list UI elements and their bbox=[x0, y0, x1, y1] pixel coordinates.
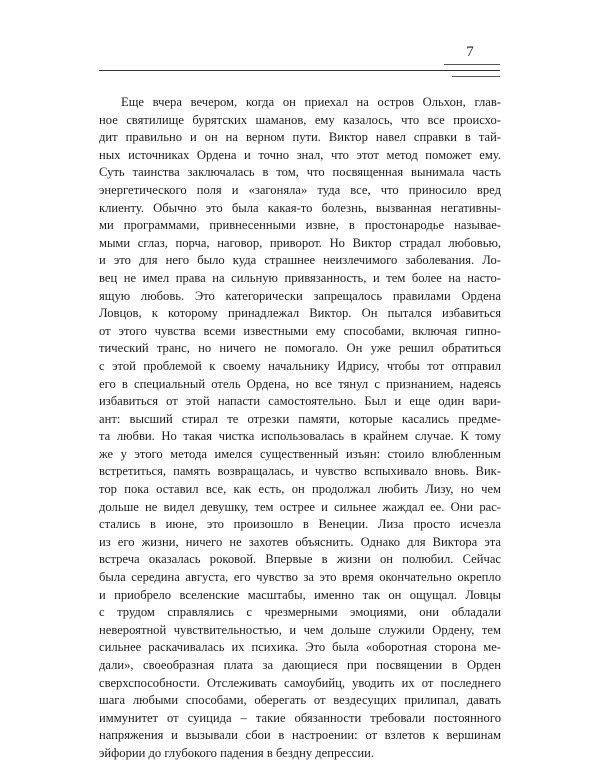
text-line: та любви. Но такая чистка использовалась в крайнем случае. К тому bbox=[99, 429, 501, 444]
text-line: ящую любовь. Это категорически запрещалось правилами Ордена bbox=[99, 288, 501, 303]
text-line: же у этого метода имелся существенный изъян: стоило влюбленным bbox=[99, 446, 501, 461]
text-line: ант: высший стирал те отрезки памяти, которые касались предме- bbox=[99, 411, 501, 426]
text-line: клиенту. Обычно это была какая-то болезнь, вызванная негативны- bbox=[99, 200, 501, 215]
text-line: с трудом справлялись с чрезмерными эмоциями, они обладали bbox=[99, 605, 501, 620]
text-line: ми программами, привнесенными извне, в простонародье называе- bbox=[99, 218, 501, 233]
text-line: дит правильно и он на верном пути. Виктор навел справки в тай- bbox=[99, 130, 501, 145]
text-line: его в специальный отель Ордена, но все тянул с признанием, надеясь bbox=[99, 376, 501, 391]
text-line: избавиться от этой напасти самостоятельно. Был и еще один вари- bbox=[99, 394, 501, 409]
text-line: ное святилище бурятских шаманов, ему казалось, что все происхо- bbox=[99, 112, 501, 127]
text-line: дольше не видел девушку, тем острее и сильнее жаждал ее. Они рас- bbox=[99, 499, 501, 514]
body-paragraph bbox=[99, 94, 501, 763]
text-line: вец не имел права на сильную привязанность, и тем более на насто- bbox=[99, 270, 501, 285]
header-accent-rule-top bbox=[444, 64, 500, 65]
text-line: дали», своеобразная плата за дающиеся при посвящении в Орден bbox=[99, 658, 501, 672]
running-head bbox=[0, 0, 600, 90]
text-line: Суть таинства заключалась в том, что посвященная вынимала часть bbox=[99, 165, 501, 180]
text-line: энергетического поля и «загоняла» туда все, что приносило вред bbox=[99, 182, 501, 197]
text-line: ных источниках Ордена и точно знал, что этот метод поможет ему. bbox=[99, 147, 501, 162]
text-line: иммунитет от суицида – такие обязанности требовали постоянного bbox=[99, 710, 501, 725]
text-line: и это для него было куда страшнее неизлечимого заболевания. Ло- bbox=[99, 253, 501, 268]
text-line: из его жизни, ничего не захотев объяснить. Однако для Виктора эта bbox=[99, 534, 501, 549]
text-line: Ловцов, к которому принадлежал Виктор. Он пытался избавиться bbox=[99, 306, 501, 321]
text-line: сильнее раскачивалась их психика. Это была «оборотная сторона ме- bbox=[99, 640, 501, 655]
text-line: встретиться, память возвращалась, и чувство вспыхивало вновь. Вик- bbox=[99, 464, 501, 479]
text-line: напряжения и вызывали сбои в настроении: от взлетов к вершинам bbox=[99, 728, 501, 743]
text-line: встреча оказалась роковой. Впервые в жизни он полюбил. Сейчас bbox=[99, 552, 501, 567]
text-line: мыми сглаз, порча, наговор, приворот. Но Виктор страдал любовью, bbox=[99, 235, 501, 250]
text-line: и приобрело вселенские масштабы, именно так он ощущал. Ловцы bbox=[99, 587, 501, 602]
text-line: стались в июне, это произошло в Венеции. Лиза просто исчезла bbox=[99, 517, 501, 532]
text-line: сверхспособности. Отслеживать самоубийц, уводить их от последнего bbox=[99, 675, 501, 690]
text-line: шага любыми способами, оберегать от вездесущих прилипал, давать bbox=[99, 693, 501, 708]
text-line: эйфории до глубокого падения в бездну депрессии. bbox=[99, 745, 375, 760]
page-number: 7 bbox=[466, 44, 474, 60]
header-rule bbox=[99, 70, 500, 71]
text-line: тор пока оставил все, как есть, он продолжал любить Лизу, но чем bbox=[99, 482, 501, 497]
text-line: невероятной чувствительностью, и чем дольше служили Ордену, тем bbox=[99, 622, 501, 637]
text-line: с этой проблемой к своему начальнику Идрису, чтобы тот отправил bbox=[99, 358, 501, 373]
header-accent-rule-bottom bbox=[452, 76, 500, 77]
text-line: Еще вчера вечером, когда он приехал на остров Ольхон, глав- bbox=[121, 95, 501, 109]
text-line: была середина августа, его чувство за это время окончательно окрепло bbox=[99, 570, 501, 585]
text-line: тический транс, но ничего не помогало. Он уже решил обратиться bbox=[99, 341, 501, 356]
text-line: от этого чувства всеми известными ему способами, включая гипно- bbox=[99, 323, 501, 338]
